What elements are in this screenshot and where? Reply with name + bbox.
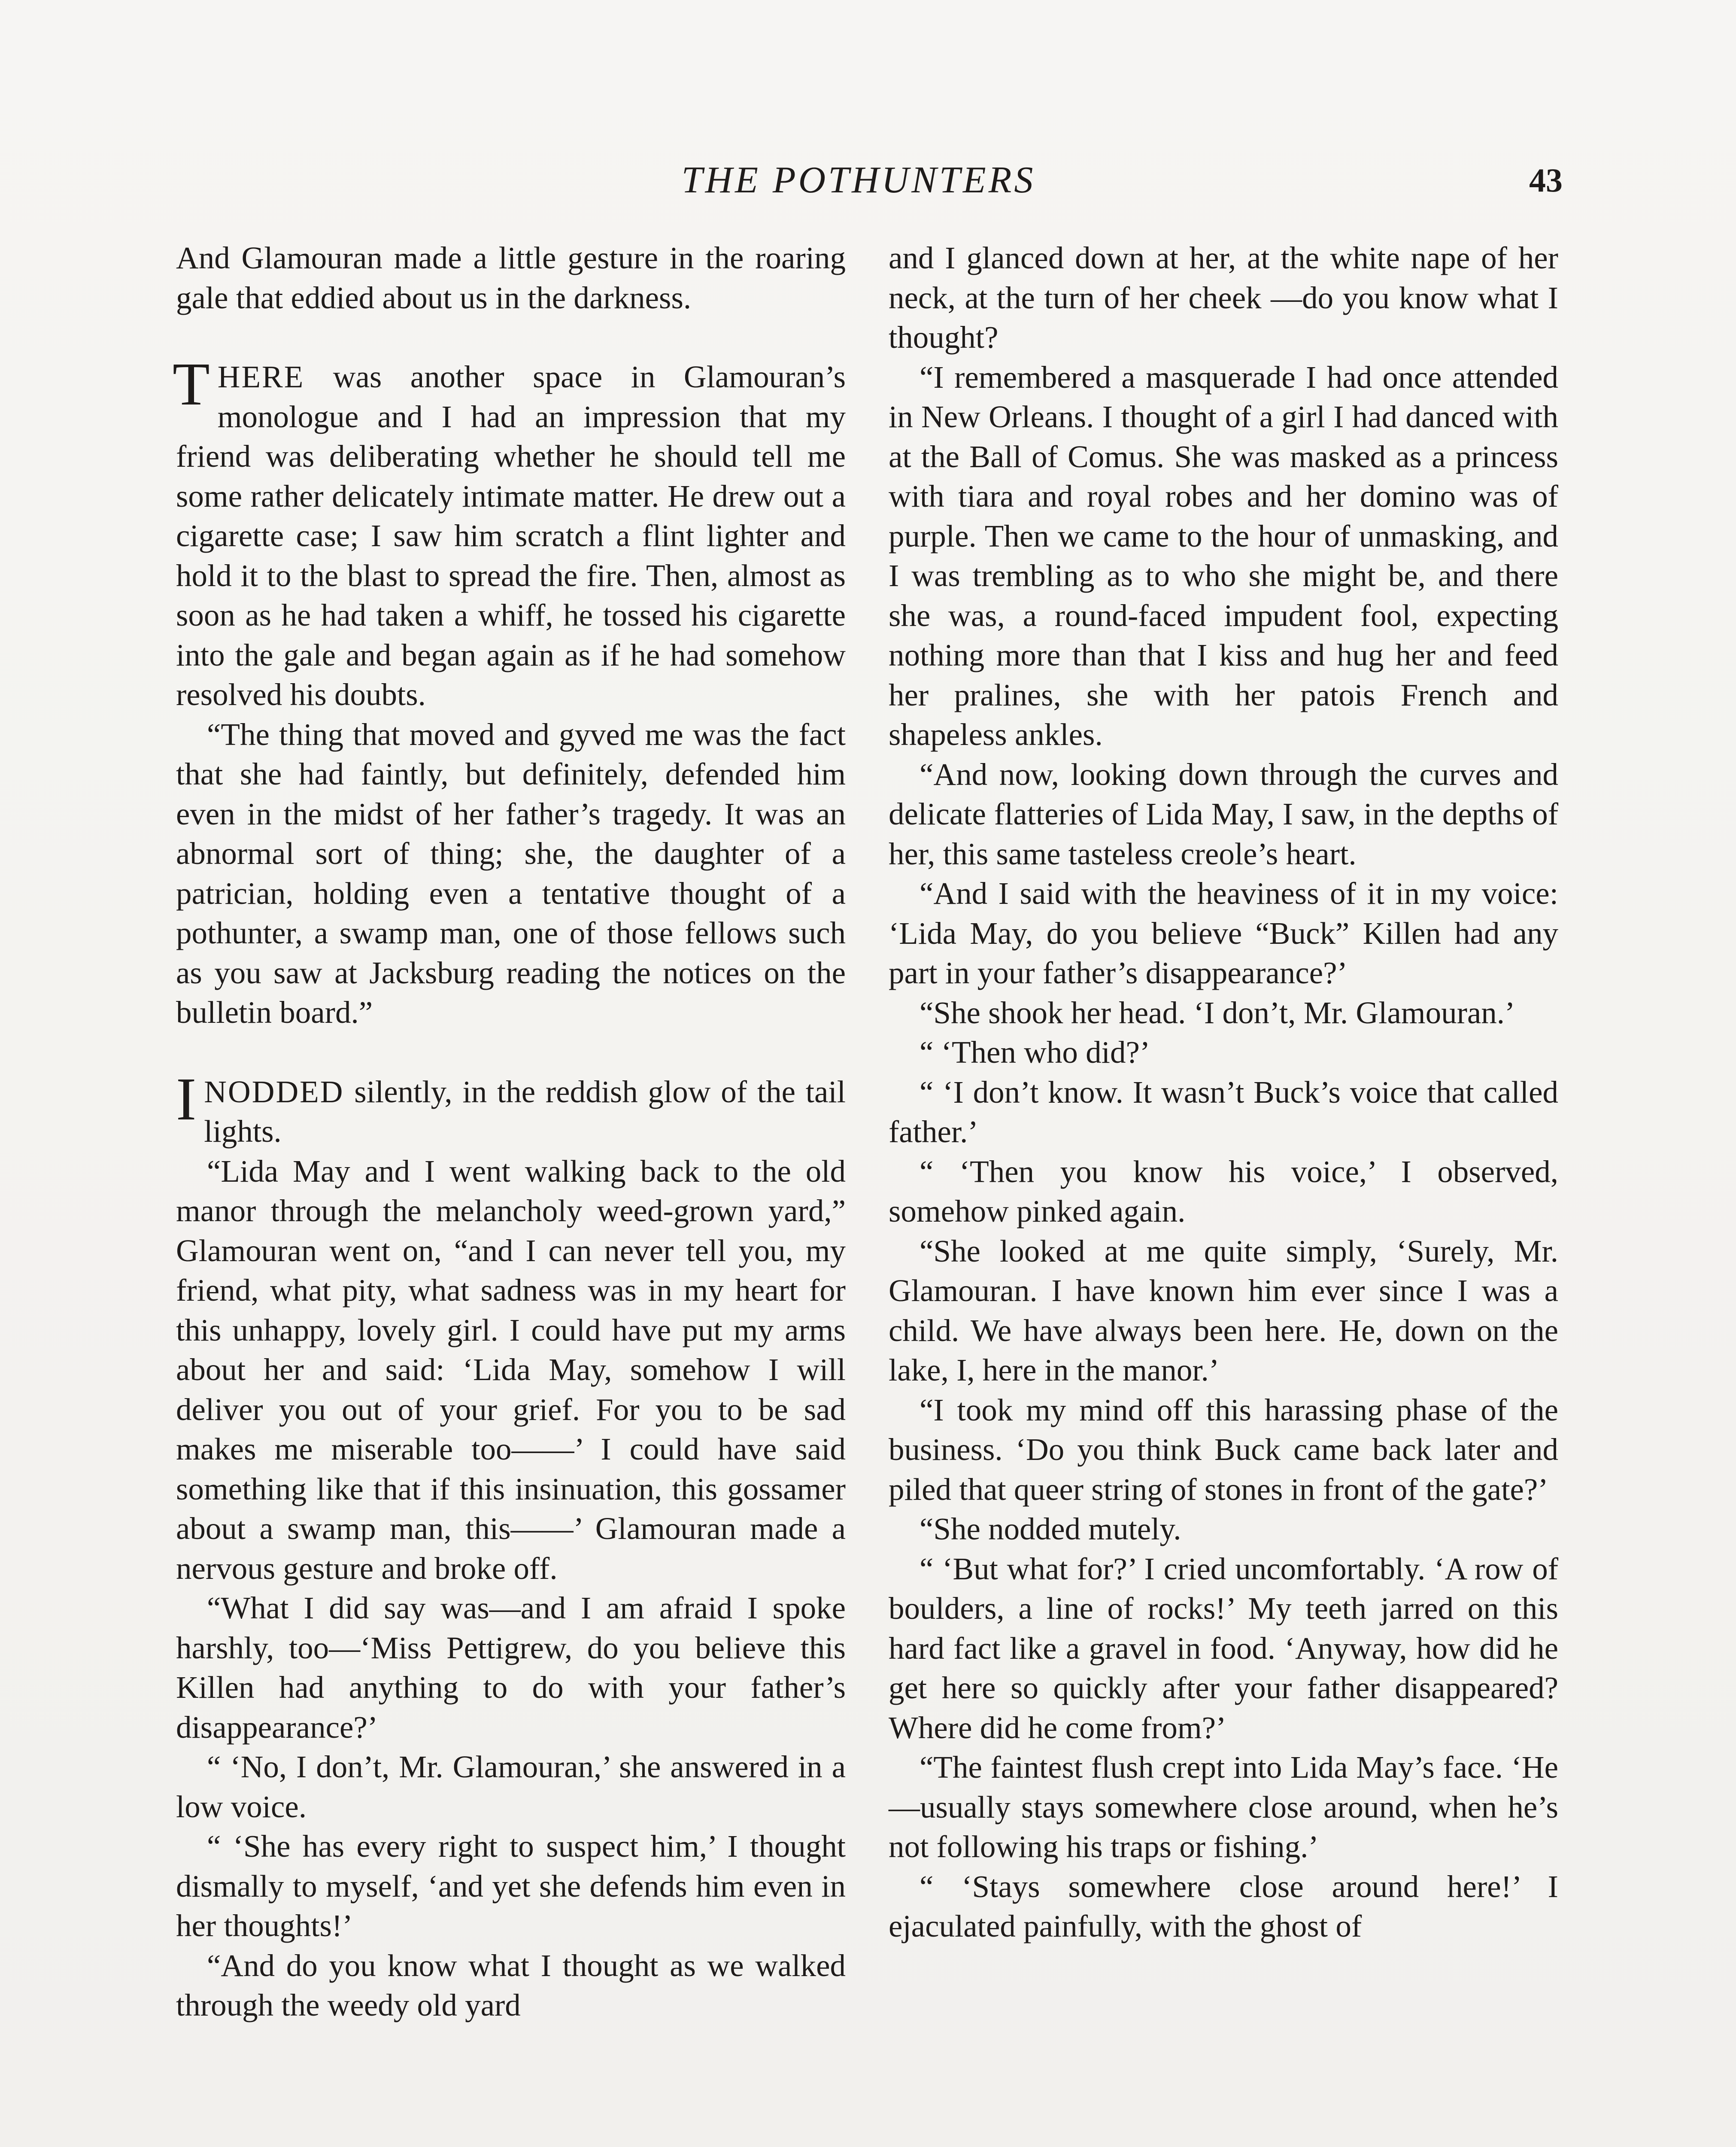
paragraph: “ ‘But what for?’ I cried uncomfortably. ‘A row of boulders, a line of rocks!’ My teeth jarred on this hard fact like a gravel in food. ‘Anyway, how did he get here so quickly after your father disappeared? Where did he come from?’ — [889, 1551, 1558, 1745]
paragraph: “I took my mind off this harassing phase of the business. ‘Do you think Buck came back later and piled that queer string of stones in front of the gate?’ — [889, 1392, 1558, 1507]
paragraph: “She looked at me quite simply, ‘Surely, Mr. Glamouran. I have known him ever since I was a child. We have always been here. He, down on the lake, I, here in the manor.’ — [889, 1233, 1558, 1387]
paragraph: “What I did say was—and I am afraid I spoke harshly, too—‘Miss Pettigrew, do you believe this Killen had anything to do with your father’s disappearance?’ — [176, 1590, 846, 1745]
running-head — [0, 155, 1736, 206]
section-paragraph — [176, 1064, 846, 1152]
paragraph: “And now, looking down through the curves and delicate flatteries of Lida May, I saw, in the depths of her, this same tasteless creole’s heart. — [889, 757, 1558, 871]
right-column — [889, 238, 1558, 1946]
paragraph: “She nodded mutely. — [920, 1511, 1181, 1546]
paragraph: “ ‘Then who did?’ — [920, 1035, 1150, 1070]
paragraph: “And do you know what I thought as we walked through the weedy old yard — [176, 1948, 846, 2022]
paragraph: “The thing that moved and gyved me was the fact that she had faintly, but definitely, defended him even in the midst of her father’s tragedy. It was an abnormal sort of thing; she, the daughter of a patrician, holding even a tentative thought of a pothunter, a swamp man, one of those fellows such as you saw at Jacksburg reading the notices on the bulletin board.” — [176, 717, 846, 1030]
paragraph: “I remembered a masquerade I had once attended in New Orleans. I thought of a girl I had danced with at the Ball of Comus. She was masked as a princess with tiara and royal robes and her domino was of purple. Then we came to the hour of unmasking, and I was trembling as to who she might be, and there she was, a round-faced impudent fool, expecting nothing more than that I kiss and hug her and feed her pralines, she with her patois French and shapeless ankles. — [889, 359, 1558, 752]
paragraph: “ ‘No, I don’t, Mr. Glamouran,’ she answered in a low voice. — [176, 1749, 846, 1824]
drop-cap: I — [176, 1064, 197, 1133]
paragraph: “Lida May and I went walking back to the old manor through the melancholy weed-grown yard,” Glamouran went on, “and I can never tell you, my friend, what pity, what sadness was in my heart for this unhappy, lovely girl. I could have put my arms about her and said: ‘Lida May, somehow I will deliver you out of your grief. For you to be sad makes me miserable too——’ I could have said something like that if this insinuation, this gossamer about a swamp man, this——’ Glamouran made a nervous gesture and broke off. — [176, 1153, 846, 1586]
paragraph: “ ‘She has every right to suspect him,’ I thought dismally to myself, ‘and yet she defends him even in her thoughts!’ — [176, 1829, 846, 1943]
paragraph: “ ‘I don’t know. It wasn’t Buck’s voice that called father.’ — [889, 1074, 1558, 1149]
page-number: 43 — [1529, 161, 1563, 199]
left-column — [173, 238, 846, 2025]
paragraph: “The faintest flush crept into Lida May’s face. ‘He—usually stays somewhere close around, when he’s not following his traps or fishing.’ — [889, 1750, 1558, 1864]
paragraph: “She shook her head. ‘I don’t, Mr. Glamouran.’ — [920, 995, 1515, 1030]
lead-in-caps: HERE — [217, 359, 305, 394]
paragraph: And Glamouran made a little gesture in the roaring gale that eddied about us in the darkness. — [176, 240, 846, 315]
section-paragraph — [173, 350, 846, 715]
paragraph-text: was another space in Glamouran’s monologue and I had an impression that my friend was deliberating whether he should tell me some rather delicately intimate matter. He drew out a cigarette case; I saw him scratch a flint lighter and hold it to the blast to spread the fire. Then, almost as soon as he had taken a whiff, he tossed his cigarette into the gale and began again as if he had somehow resolved his doubts. — [176, 359, 846, 712]
paragraph: “ ‘Stays somewhere close around here!’ I ejaculated painfully, with the ghost of — [889, 1869, 1558, 1943]
paragraph: “ ‘Then you know his voice,’ I observed, somehow pinked again. — [889, 1154, 1558, 1229]
lead-in-caps: NODDED — [204, 1074, 344, 1109]
paragraph: and I glanced down at her, at the white nape of her neck, at the turn of her cheek —do you know what I thought? — [889, 240, 1558, 355]
paragraph-text: silently, in the reddish glow of the tail lights. — [204, 1074, 846, 1149]
drop-cap: T — [173, 350, 210, 418]
paragraph: “And I said with the heaviness of it in my voice: ‘Lida May, do you believe “Buck” Killen had any part in your father’s disappearance?’ — [889, 876, 1558, 990]
running-title: THE POTHUNTERS — [681, 159, 1036, 201]
